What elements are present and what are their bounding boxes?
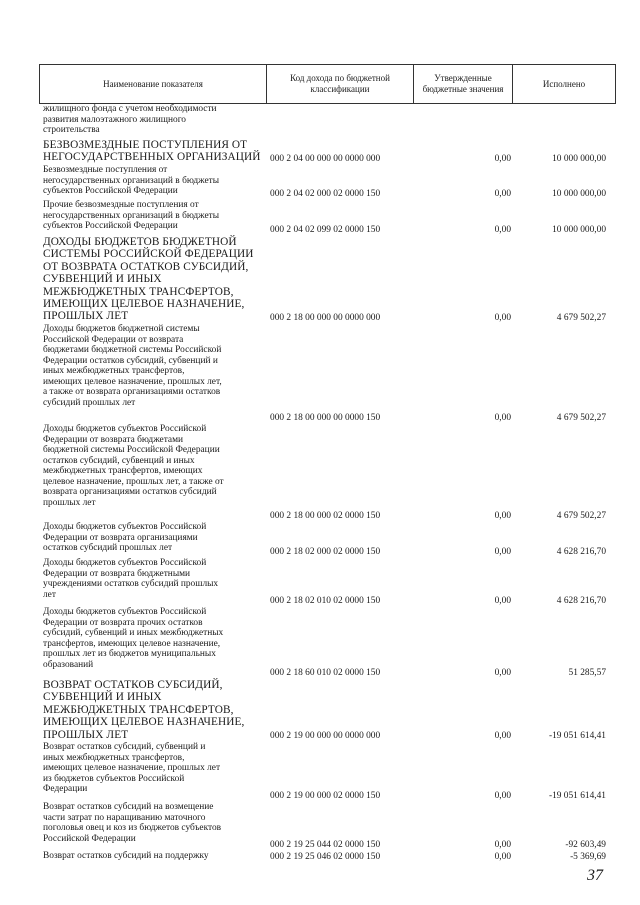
row-name: Доходы бюджетов субъектов Российской Федерации от возврата прочих остатков субсидий, субвенций и иных межбюджетных трансфертов, имеющих целевое назначение, прошлых лет из бюджетов муниципальных образований — [43, 607, 224, 670]
row-executed: 4 628 216,70 — [556, 547, 606, 557]
table-row — [0, 236, 640, 324]
row-approved: 0,00 — [494, 852, 511, 862]
row-code: 000 2 18 60 010 02 0000 150 — [270, 668, 381, 678]
row-name: Доходы бюджетов субъектов Российской Федерации от возврата организациями остатков субсидий прошлых лет — [43, 522, 207, 553]
row-code: 000 2 04 02 099 02 0000 150 — [270, 225, 381, 235]
row-executed: 4 679 502,27 — [556, 313, 606, 323]
table-header — [39, 64, 616, 104]
row-executed: 10 000 000,00 — [552, 154, 606, 164]
row-approved: 0,00 — [494, 313, 511, 323]
row-approved: 0,00 — [494, 189, 511, 199]
row-code: 000 2 18 02 010 02 0000 150 — [270, 596, 381, 606]
row-executed: -19 051 614,41 — [548, 791, 606, 801]
row-code: 000 2 19 00 000 00 0000 000 — [270, 731, 381, 741]
row-name: Безвозмездные поступления от негосударственных организаций в бюджеты субъектов Российской Федерации — [43, 165, 220, 196]
row-approved: 0,00 — [494, 413, 511, 423]
row-code: 000 2 18 00 000 02 0000 150 — [270, 511, 381, 521]
row-code: 000 2 19 25 044 02 0000 150 — [270, 840, 381, 850]
page-number: 37 — [587, 867, 603, 884]
table-row — [0, 607, 640, 679]
row-executed: 10 000 000,00 — [552, 189, 606, 199]
row-code: 000 2 19 00 000 02 0000 150 — [270, 791, 381, 801]
table-row — [0, 200, 640, 236]
row-approved: 0,00 — [494, 154, 511, 164]
table-row — [0, 802, 640, 851]
row-approved: 0,00 — [494, 840, 511, 850]
table-body — [0, 104, 640, 863]
row-approved: 0,00 — [494, 791, 511, 801]
table-row — [0, 851, 640, 863]
row-executed: -19 051 614,41 — [548, 731, 606, 741]
row-code: 000 2 18 00 000 00 0000 150 — [270, 413, 381, 423]
header-code: Код дохода по бюджетной классификации — [267, 65, 414, 104]
table-row — [0, 165, 640, 200]
row-name: Возврат остатков субсидий на поддержку — [43, 851, 209, 861]
row-name: Возврат остатков субсидий, субвенций и иных межбюджетных трансфертов, имеющих целевое назначение, прошлых лет из бюджетов субъектов Российской Федерации — [43, 742, 221, 794]
table-row — [0, 558, 640, 607]
row-approved: 0,00 — [494, 596, 511, 606]
table-row — [0, 324, 640, 424]
header-executed: Исполнено — [513, 65, 616, 104]
row-name: Доходы бюджетов субъектов Российской Федерации от возврата бюджетами бюджетной системы Российской Федерации остатков субсидий, субвенций и иных межбюджетных трансфертов, имеющих целевое назначение, прошлых лет, а также от возврата организациями остатков субсидий прошлых лет — [43, 424, 224, 508]
row-name: Доходы бюджетов бюджетной системы Российской Федерации от возврата бюджетами бюджетной системы Российской Федерации остатков субсидий, субвенций и иных межбюджетных трансфертов, имеющих целевое назначение, прошлых лет, а также от возврата организациями остатков субсидий прошлых лет — [43, 324, 222, 408]
row-name: жилищного фонда с учетом необходимости развития малоэтажного жилищного строительства — [43, 104, 217, 135]
row-name: Возврат остатков субсидий на возмещение части затрат по наращиванию маточного поголовья овец и коз из бюджетов субъектов Российской Федерации — [43, 802, 222, 844]
row-code: 000 2 04 02 000 02 0000 150 — [270, 189, 381, 199]
row-executed: 10 000 000,00 — [552, 225, 606, 235]
row-code: 000 2 19 25 046 02 0000 150 — [270, 852, 381, 862]
table-row — [0, 104, 640, 139]
row-executed: 4 628 216,70 — [556, 596, 606, 606]
row-code: 000 2 18 00 000 00 0000 000 — [270, 313, 381, 323]
row-name: БЕЗВОЗМЕЗДНЫЕ ПОСТУПЛЕНИЯ ОТ НЕГОСУДАРСТВЕННЫХ ОРГАНИЗАЦИЙ — [43, 139, 261, 164]
row-code: 000 2 04 00 000 00 0000 000 — [270, 154, 381, 164]
row-approved: 0,00 — [494, 731, 511, 741]
header-approved: Утвержденные бюджетные значения — [414, 65, 513, 104]
row-name: Прочие безвозмездные поступления от негосударственных организаций в бюджеты субъектов Российской Федерации — [43, 200, 220, 231]
row-code: 000 2 18 02 000 02 0000 150 — [270, 547, 381, 557]
row-executed: 4 679 502,27 — [556, 511, 606, 521]
table-row — [0, 679, 640, 742]
table-row — [0, 424, 640, 522]
row-executed: 4 679 502,27 — [556, 413, 606, 423]
header-name: Наименование показателя — [40, 65, 267, 104]
row-name: Доходы бюджетов субъектов Российской Федерации от возврата бюджетными учреждениями остатков субсидий прошлых лет — [43, 558, 219, 600]
row-approved: 0,00 — [494, 668, 511, 678]
row-approved: 0,00 — [494, 547, 511, 557]
row-approved: 0,00 — [494, 225, 511, 235]
row-name: ДОХОДЫ БЮДЖЕТОВ БЮДЖЕТНОЙ СИСТЕМЫ РОССИЙСКОЙ ФЕДЕРАЦИИ ОТ ВОЗВРАТА ОСТАТКОВ СУБСИДИЙ, СУБВЕНЦИЙ И ИНЫХ МЕЖБЮДЖЕТНЫХ ТРАНСФЕРТОВ, ИМЕЮЩИХ ЦЕЛЕВОЕ НАЗНАЧЕНИЕ, ПРОШЛЫХ ЛЕТ — [43, 236, 254, 323]
table-row — [0, 742, 640, 802]
row-executed: 51 285,57 — [568, 668, 606, 678]
table-row — [0, 522, 640, 558]
row-approved: 0,00 — [494, 511, 511, 521]
row-executed: -5 369,69 — [570, 852, 606, 862]
table-row — [0, 139, 640, 165]
row-executed: -92 603,49 — [565, 840, 606, 850]
row-name: ВОЗВРАТ ОСТАТКОВ СУБСИДИЙ, СУБВЕНЦИЙ И ИНЫХ МЕЖБЮДЖЕТНЫХ ТРАНСФЕРТОВ, ИМЕЮЩИХ ЦЕЛЕВОЕ НАЗНАЧЕНИЕ, ПРОШЛЫХ ЛЕТ — [43, 679, 245, 741]
